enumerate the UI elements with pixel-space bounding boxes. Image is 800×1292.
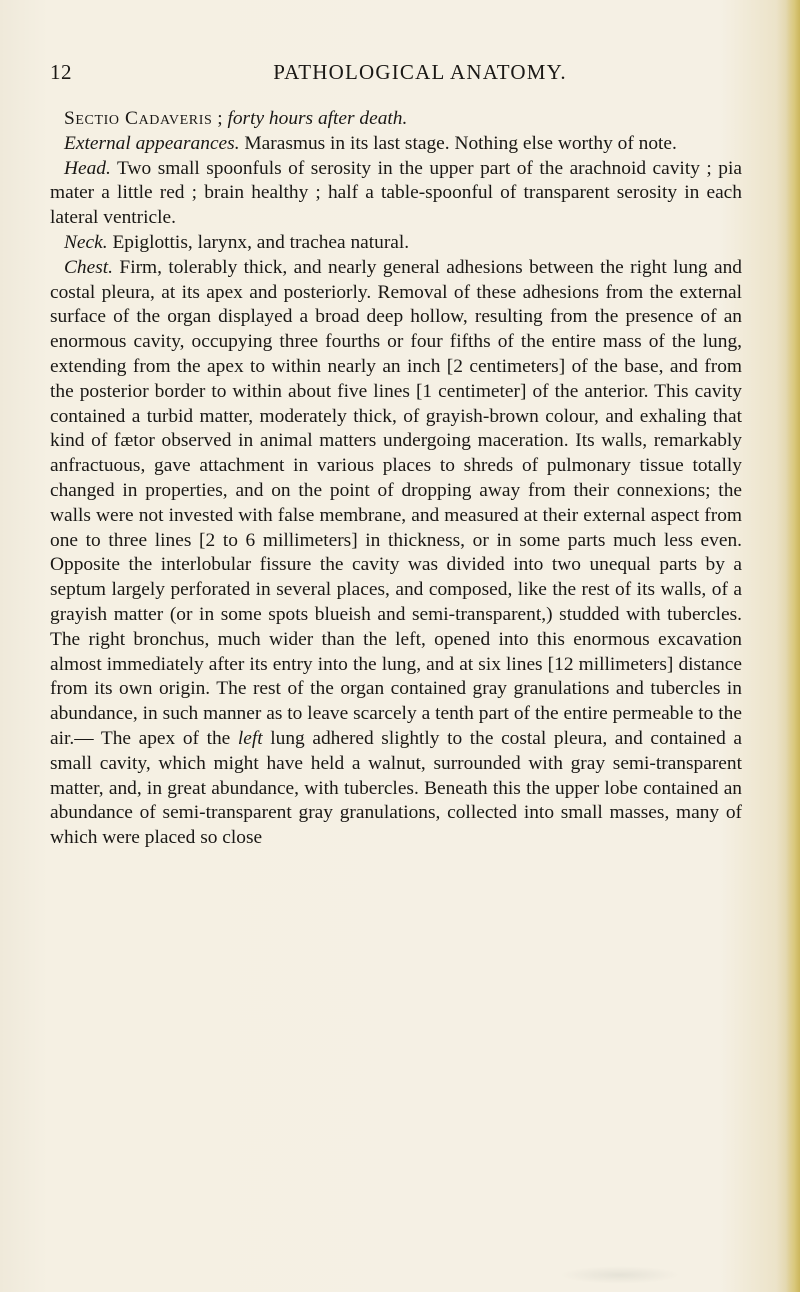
paragraph-external: [50, 132, 742, 157]
running-head: PATHOLOGICAL ANATOMY.: [273, 60, 567, 84]
paragraph-head: [50, 157, 742, 231]
page-edge-discoloration: [786, 0, 800, 1292]
chest-text-2: lung adhered slightly to the costal pleura, and contained a small cavity, which might have held a walnut, surrounded with gray semi-transparent matter, and, in great abundance, with tubercles. Beneath this the upper lobe contained an abundance of semi-transparent gray granulations, collected into small masses, many of which were placed so close: [50, 727, 742, 849]
chest-left-word: left: [237, 727, 263, 749]
external-label: External appearances.: [64, 132, 240, 154]
section-time: forty hours after death.: [227, 108, 408, 129]
paragraph-chest: [50, 256, 742, 851]
chest-label: Chest.: [64, 256, 114, 278]
page-number: 12: [50, 60, 72, 84]
section-label: Sectio Cadaveris: [64, 108, 213, 129]
chest-text-1: Firm, tolerably thick, and nearly general adhesions between the right lung and costal pleura, at its apex and posteriorly. Removal of these adhesions from the external surface of the organ displayed a broad deep hollow, resulting from the presence of an enormous cavity, occupying three fourths or four fifths of the entire mass of the lung, extending from the apex to within nearly an inch [2 centimeters] of the base, and from the posterior border to within about five lines [1 centimeter] of the anterior. This cavity contained a turbid matter, moderately thick, of grayish-brown colour, and exhaling that kind of fætor observed in animal matters undergoing maceration. Its walls, remarkably anfractuous, gave attachment in various places to shreds of pulmonary tissue totally changed in properties, and on the point of dropping away from their connexions; the walls were not invested with false membrane, and measured at their external aspect from one to three lines [2 to 6 millimeters] in thickness, or in some parts much less even. Opposite the interlobular fissure the cavity was divided into two unequal parts by a septum largely perforated in several places, and composed, like the rest of its walls, of a grayish matter (or in some spots blueish and semi-transparent,) studded with tubercles. The right bronchus, much wider than the left, opened into this enormous excavation almost immediately after its entry into the lung, and at six lines [12 millimeters] distance from its own origin. The rest of the organ contained gray granulations and tubercles in abundance, in such manner as to leave scarcely a tenth part of the entire permeable to the air.— The apex of the: [50, 256, 742, 749]
section-heading: [50, 107, 742, 132]
head-text: Two small spoonfuls of serosity in the upper part of the arachnoid cavity ; pia mater a little red ; brain healthy ; half a table-spoonful of transparent serosity in each lateral ventricle.: [50, 157, 742, 229]
body-text: [50, 107, 742, 851]
paragraph-neck: [50, 231, 742, 256]
neck-text: Epiglottis, larynx, and trachea natural.: [107, 231, 410, 253]
page-stain: [560, 1266, 680, 1284]
external-text: Marasmus in its last stage. Nothing else worthy of note.: [239, 132, 677, 154]
section-separator: ;: [212, 108, 228, 129]
page-header: [50, 60, 750, 90]
neck-label: Neck.: [64, 231, 108, 253]
head-label: Head.: [64, 157, 111, 179]
